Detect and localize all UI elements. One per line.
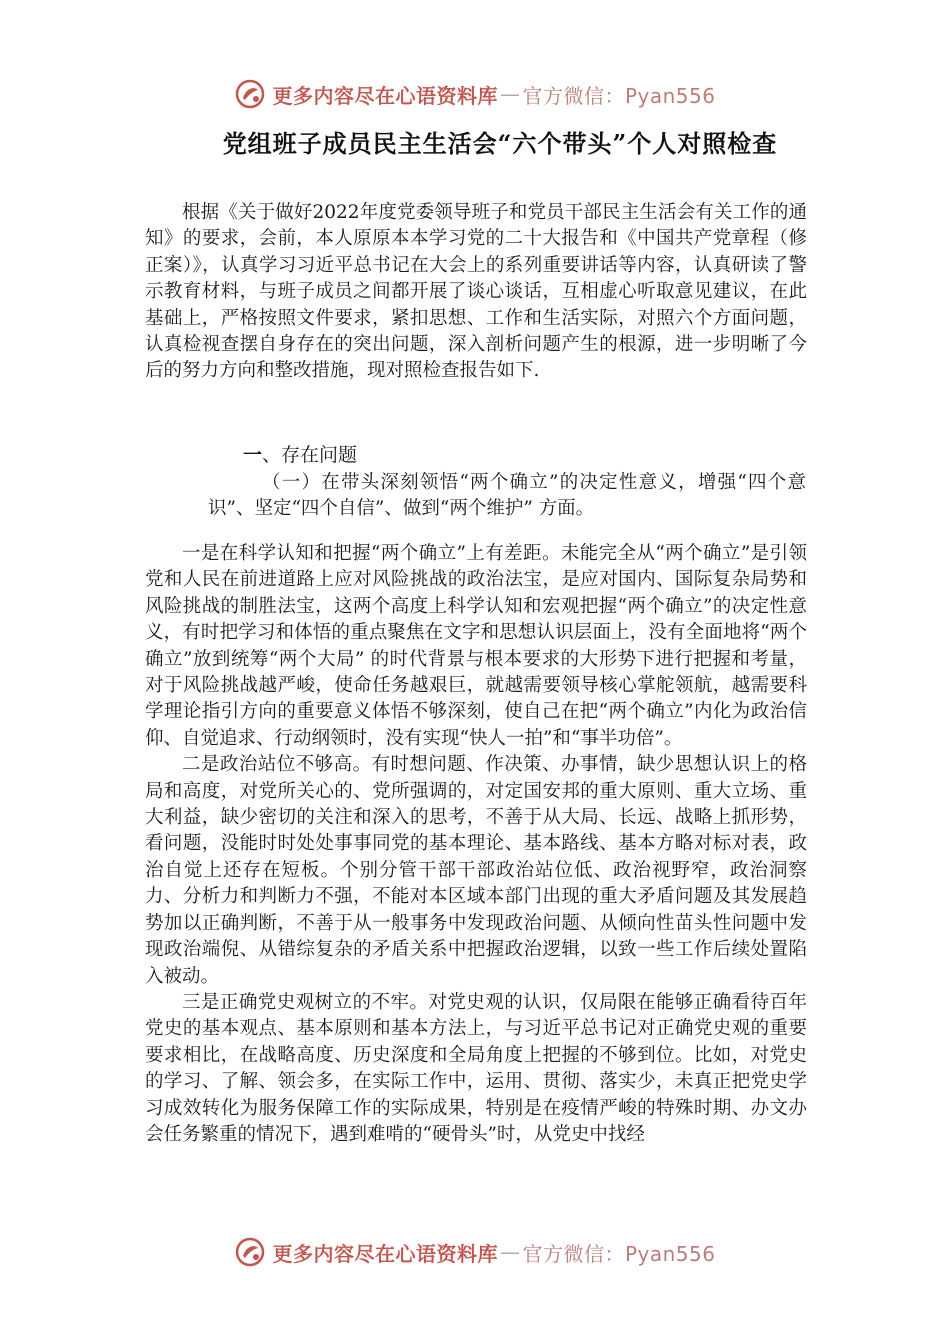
watermark-main-text: 更多内容尽在心语资料库 bbox=[272, 1241, 498, 1266]
body-paragraph: 三是正确党史观树立的不牢。对党史观的认识，仅局限在能够正确看待百年党史的基本观点、基本原则和基本方法上，与习近平总书记对正确党史观的重要要求相比，在战略高度、历史深度和全局角度上把握的不够到位。比如，对党史的学习、了解、领会多，在实际工作中，运用、贯彻、落实少，未真正把党史学习成效转化为服务保障工作的实际成果，特别是在疫情严峻的特殊时期、办文办会任务繁重的情况下，遇到难啃的“硬骨头”时，从党史中找经 bbox=[145, 991, 807, 1145]
section-number: 一 bbox=[243, 444, 263, 466]
watermark-header bbox=[0, 74, 950, 114]
flower-seal-icon bbox=[234, 1236, 266, 1268]
watermark-footer bbox=[0, 1232, 950, 1272]
body-paragraph: 一是在科学认知和把握“两个确立”上有差距。未能完全从“两个确立”是引领党和人民在前进道路上应对风险挑战的政治法宝，是应对国内、国际复杂局势和风险挑战的制胜法宝，这两个高度上科学认知和宏观把握“两个确立”的决定性意义，有时把学习和体悟的重点聚焦在文字和思想认识层面上，没有全面地将“两个确立”放到统筹“两个大局” 的时代背景与根本要求的大形势下进行把握和考量，对于风险挑战越严峻，使命任务越艰巨，就越需要领导核心掌舵领航，越需要科学理论指引方向的重要意义体悟不够深刻，使自己在把“两个确立”内化为政治信仰、自觉追求、行动纲领时，没有实现“快人一拍”和“事半功倍”。 bbox=[145, 543, 807, 749]
watermark-wechat-text: 官方微信：Pyan556 bbox=[522, 1241, 716, 1266]
intro-paragraph: 根据《关于做好2022年度党委领导班子和党员干部民主生活会有关工作的通知》的要求，会前，本人原原本本学习党的二十大报告和《中国共产党章程（修正案）》，认真学习习近平总书记在大会上的系列重要讲话等内容，认真研读了警示教育材料，与班子成员之间都开展了谈心谈话，互相虚心听取意见建议，在此基础上，严格按照文件要求，紧扣思想、工作和生活实际，对照六个方面问题，认真检视查摆自身存在的突出问题，深入剖析问题产生的根源，进一步明晰了今后的努力方向和整改措施，现对照检查报告如下. bbox=[145, 202, 807, 382]
subsection-heading: （一）在带头深刻领悟“两个确立”的决定性意义，增强“四个意识”、坚定“四个自信”、做到“两个维护” 方面。 bbox=[208, 472, 806, 519]
intro-block bbox=[145, 200, 807, 385]
watermark-main-text: 更多内容尽在心语资料库 bbox=[272, 83, 498, 108]
flower-seal-icon bbox=[234, 78, 266, 110]
section-heading bbox=[243, 442, 357, 468]
document-title: 党组班子成员民主生活会“六个带头”个人对照检查 bbox=[222, 129, 778, 158]
watermark-separator: — bbox=[499, 82, 521, 106]
section-label: 、存在问题 bbox=[262, 444, 358, 466]
body-paragraph: 二是政治站位不够高。有时想问题、作决策、办事情，缺少思想认识上的格局和高度，对党所关心的、党所强调的，对定国安邦的重大原则、重大立场、重大利益，缺少密切的关注和深入的思考，不善于从大局、长远、战略上抓形势，看问题，没能时时处处事事同党的基本理论、基本路线、基本方略对标对表，政治自觉上还存在短板。个别分管干部干部政治站位低、政治视野窄，政治洞察力、分析力和判断力不强，不能对本区域本部门出现的重大矛盾问题及其发展趋势加以正确判断，不善于从一般事务中发现政治问题、从倾向性苗头性问题中发现政治端倪、从错综复杂的矛盾关系中把握政治逻辑，以致一些工作后续处置陷入被动。 bbox=[145, 754, 807, 987]
body-block bbox=[145, 541, 807, 1148]
watermark-separator: — bbox=[499, 1240, 521, 1264]
watermark-wechat-text: 官方微信：Pyan556 bbox=[522, 83, 716, 108]
